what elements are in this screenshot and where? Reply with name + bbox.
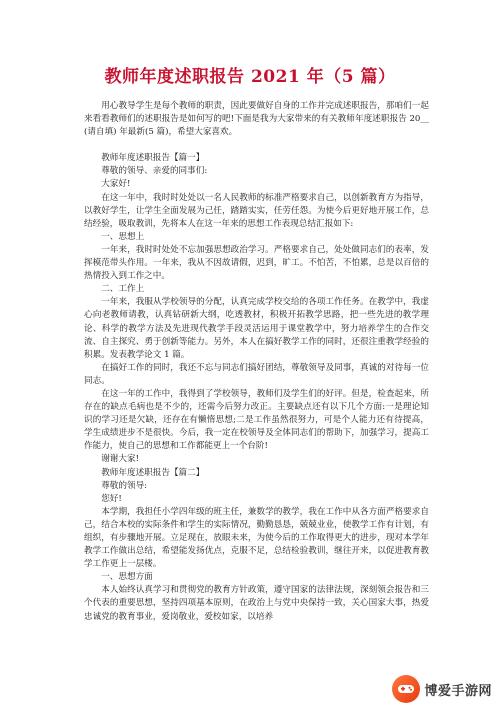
subheading: 一、思想上 (101, 231, 145, 242)
body-paragraph: 在这一年中，我时时处处以一名人民教师的标准严格要求自己，以创新教育方为指导，以教好学生，让学生全面发展为己任，踏踏实实，任劳任怨。为使今后更好地开展工作，总结经验，吸取教训，先将本人在这一年来的思想工作表现总结汇报如下: (84, 192, 429, 229)
body-paragraph: 本学期，我担任小学四年级的班主任，兼数学的教学，我在工作中从各方面严格要求自己，结合本校的实际条件和学生的实际情况，勤勤恳恳，兢兢业业，使教学工作有计划，有组织，有步骤地开展。立足现在，放眼未来，为使今后的工作取得更大的进步，现对本学年教学工作做出总结，希望能发扬优点，克服不足，总结检验教训，继往开来，以促进教育教学工作更上一层楼。 (84, 506, 429, 570)
body-paragraph: 一年来，我服从学校领导的分配，认真完成学校交给的各项工作任务。在教学中，我虚心向老教师请教，认真钻研新大纲，吃透教材，积极开拓教学思路，把一些先进的教学理论、科学的教学方法及先进现代教学手段灵活运用于课堂教学中，努力培养学生的合作交流、自主探究、勇于创新等能力。另外，本人在搞好教学工作的同时，还很注重教学经验的积累。发表教学论文 1 篇。 (84, 297, 429, 360)
body-paragraph: 在搞好工作的同时，我还不忘与同志们搞好团结，尊敬领导及同事，真诚的对待每一位同志。 (84, 362, 429, 386)
salutation: 尊敬的领导: (101, 480, 148, 491)
subheading: 一、思想方面 (101, 572, 153, 583)
greeting: 您好! (101, 493, 122, 504)
section-heading: 教师年度述职报告【篇二】 (101, 467, 205, 478)
closing-thanks: 谢谢大家! (101, 454, 140, 465)
subheading: 二、工作上 (101, 284, 145, 295)
body-paragraph: 本人始终认真学习和贯彻党的教育方针政策，遵守国家的法律法规，深刻领会报告和三个代表的重要思想，坚持四项基本原则，在政治上与党中央保持一致，关心国家大事，热爱忠诚党的教育事业，爱岗敬业，爱校如家，以培养 (84, 585, 429, 622)
greeting: 大家好! (101, 179, 131, 190)
intro-paragraph: 用心教导学生是每个教师的职责，因此要做好自身的工作并完成述职报告，那咱们一起来看看教师们的述职报告是如何写的吧!下面是我为大家带来的有关教师年度述职报告 20__(请自填) 年最新(5 篇)，希望大家喜欢。 (84, 101, 429, 138)
watermark-text: 博爱手游网 (424, 683, 492, 699)
body-paragraph: 一年来，我时时处处不忘加强思想政治学习。严格要求自己，处处做同志们的表率，发挥模范带头作用。一年来，我从不因故请假，迟到，旷工。不怕苦，不怕累，总是以百倍的热情投入到工作之中。 (84, 244, 429, 282)
site-watermark (392, 674, 492, 704)
document-title: 教师年度述职报告 2021 年（5 篇） (104, 67, 396, 87)
document-body (84, 100, 429, 624)
section-heading: 教师年度述职报告【篇一】 (101, 153, 205, 164)
game-controller-icon (392, 675, 420, 703)
body-paragraph: 在这一年的工作中，我得到了学校领导，教师们及学生们的好评。但是，检查起来，所存在的缺点毛病也是不少的，还需今后努力改正。主要缺点还有以下几个方面:一是理论知识的学习还是欠缺，还存在有懒惰思想;二是工作虽然很努力，可是个人能力还有待提高，学生成绩进步不是很快。今后，我一定在校领导及全体同志们的帮助下，加强学习，提高工作能力，使自己的思想和工作都能更上一个台阶! (84, 388, 429, 452)
salutation: 尊敬的领导、亲爱的同事们: (101, 166, 208, 177)
